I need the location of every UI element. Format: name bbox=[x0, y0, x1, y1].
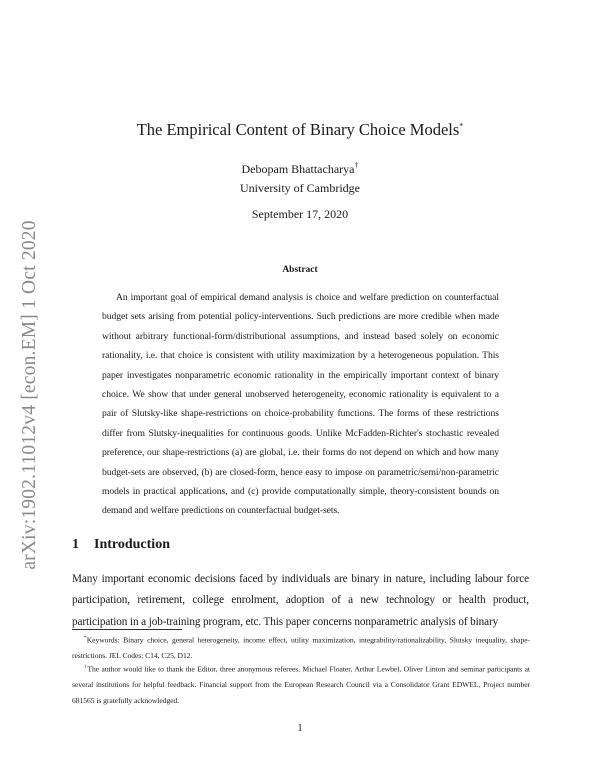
page-number: 1 bbox=[297, 723, 303, 734]
arxiv-identifier-stamp: arXiv:1902.11012v4 [econ.EM] 1 Oct 2020 bbox=[19, 220, 40, 570]
paper-title bbox=[0, 120, 600, 140]
footnote-mark: † bbox=[84, 664, 88, 670]
paper-title-text: The Empirical Content of Binary Choice Models bbox=[136, 120, 460, 139]
paper-date: September 17, 2020 bbox=[251, 207, 349, 221]
footnote-keywords bbox=[72, 631, 530, 664]
abstract-heading: Abstract bbox=[282, 265, 318, 275]
footnote-mark: * bbox=[84, 635, 87, 641]
author-affiliation: University of Cambridge bbox=[240, 181, 360, 195]
author-name-text: Debopam Bhattacharya bbox=[241, 162, 355, 176]
title-footnote-mark: * bbox=[459, 121, 464, 131]
abstract-text: An important goal of empirical demand analysis is choice and welfare prediction on counterfactual budget sets arising from potential policy-interventions. Such predictions are more credible when made without arbitrary functional-form/distributional assumptions, and instead based solely on economic rationality, i.e. that choice is consistent with utility maximization by a heterogeneous population. This paper investigates nonparametric economic rationality in the empirically important context of binary choice. We show that under general unobserved heterogeneity, economic rationality is equivalent to a pair of Slutsky-like shape-restrictions on choice-probability functions. The forms of these restrictions differ from Slutsky-inequalities for continuous goods. Unlike McFadden-Richter's stochastic revealed preference, our shape-restrictions (a) are global, i.e. their forms do not depend on which and how many budget-sets are observed, (b) are closed-form, hence easy to impose on parametric/semi/non-parametric models in practical applications, and (c) provide computationally simple, theory-consistent bounds on demand and welfare predictions on counterfactual budget-sets. bbox=[102, 292, 499, 517]
author-footnote-mark: † bbox=[354, 161, 359, 170]
footnote-divider bbox=[72, 629, 182, 630]
section-title: Introduction bbox=[94, 537, 170, 552]
author-name bbox=[0, 161, 600, 177]
section-heading bbox=[72, 537, 170, 553]
footnote-text: The author would like to thank the Editor, three anonymous referees, Michael Floater, Arthur Lewbel, Oliver Linton and seminar participants at several institutions for helpful feedback. Financial support from the European Research Council via a Consolidator Grant EDWEL, Project number 681565 is gratefully acknowledged. bbox=[72, 664, 530, 705]
section-number: 1 bbox=[72, 537, 79, 552]
footnote-text: Keywords: Binary choice, general heterogeneity, income effect, utility maximization, integrability/rationalizability, Slutsky inequality, shape-restrictions. JEL Codes: C14, C25, D12. bbox=[72, 635, 530, 661]
introduction-paragraph: Many important economic decisions faced by individuals are binary in nature, including labour force participation, retirement, college enrolment, adoption of a new technology or health product, participation in a job-training program, etc. This paper concerns nonparametric analysis of binary bbox=[72, 573, 529, 628]
footnote-acknowledgements bbox=[72, 660, 530, 708]
